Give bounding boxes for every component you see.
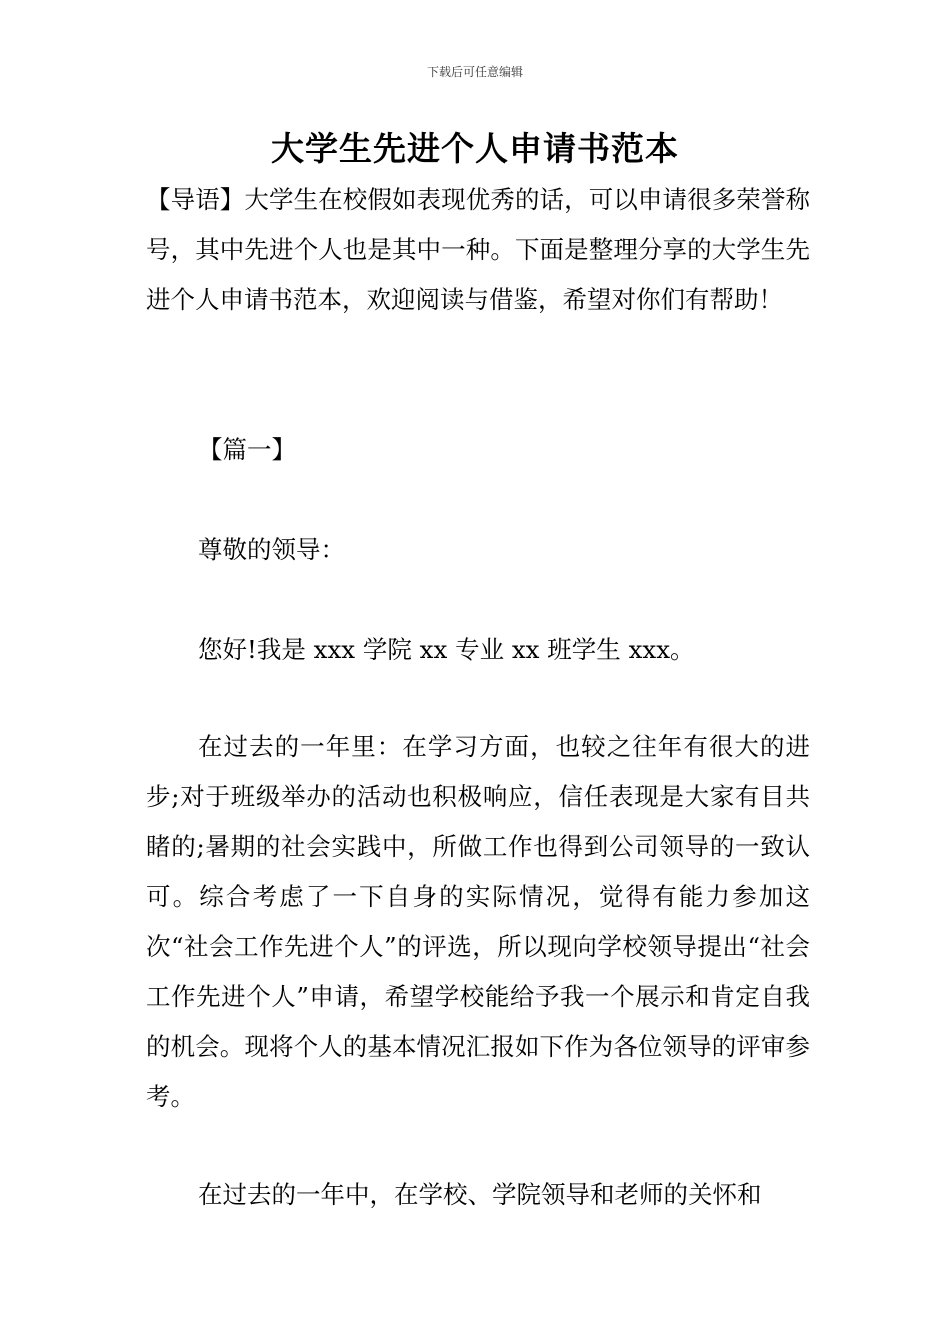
header-note: 下载后可任意编辑 [426,65,523,79]
greeting-line: 您好!我是 xxx 学院 xx 专业 xx 班学生 xxx。 [198,635,695,664]
document-title: 大学生先进个人申请书范本 [271,129,679,168]
body-paragraph-1: 在过去的一年里：在学习方面，也较之往年有很大的进步;对于班级举办的活动也积极响应，信任表现是大家有目共睹的;暑期的社会实践中，所做工作也得到公司领导的一致认可。综合考虑了一下自身的实际情况，觉得有能力参加这次“社会工作先进个人”的评选，所以现向学校领导提出“社会工作先进个人”申请，希望学校能给予我一个展示和肯定自我的机会。现将个人的基本情况汇报如下作为各位领导的评审参考。 [146,732,810,1111]
salutation: 尊敬的领导： [198,535,345,564]
lead-paragraph: 【导语】大学生在校假如表现优秀的话，可以申请很多荣誉称号，其中先进个人也是其中一种。下面是整理分享的大学生先进个人申请书范本，欢迎阅读与借鉴，希望对你们有帮助！ [146,185,810,314]
section-heading: 【篇一】 [198,435,296,464]
body-paragraph-2: 在过去的一年中，在学校、学院领导和老师的关怀和 [198,1180,762,1209]
